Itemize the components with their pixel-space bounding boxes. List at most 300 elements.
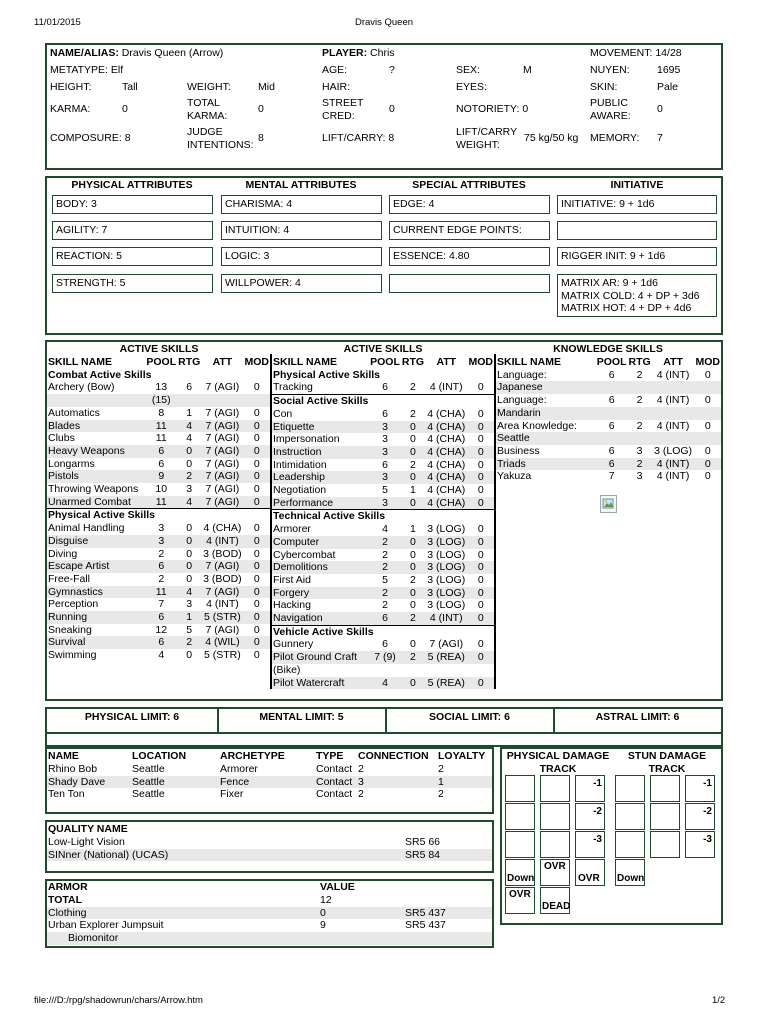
skill-name: Language: [497, 394, 547, 407]
column-header: SKILL NAME [48, 356, 112, 368]
skill-rating: 2 [410, 381, 416, 394]
skill-row [272, 677, 494, 690]
skill-attribute: 4 (INT) [656, 394, 690, 407]
physical-box[interactable] [540, 831, 570, 858]
skill-modifier: 0 [467, 497, 494, 510]
stun-damage-track-title: STUN DAMAGE TRACK [627, 750, 707, 775]
skill-pool: 6 [145, 445, 177, 458]
contact-cell: Ten Ton [48, 788, 85, 801]
skill-row [47, 586, 270, 599]
skill-attribute: 7 (AGI) [429, 638, 464, 651]
skill-rating: 2 [401, 651, 425, 664]
weight-value: Mid [258, 81, 275, 93]
print-title: Dravis Queen [354, 17, 414, 28]
notoriety-field: NOTORIETY: 0 [456, 103, 529, 115]
skill-attribute: 4 (CHA) [425, 497, 467, 510]
column-header: TYPE [316, 750, 344, 762]
matrix-hot: MATRIX HOT: 4 + DP + 4d6 [561, 302, 692, 314]
lift-carry-weight-value: 75 kg/50 kg [524, 132, 579, 144]
skill-modifier: 0 [477, 407, 484, 420]
skill-row [272, 484, 494, 497]
skill-pool [596, 432, 628, 445]
skill-modifier [243, 394, 270, 407]
skill-pool: 6 [608, 368, 615, 381]
matrix-initiative-box [557, 274, 717, 317]
skill-modifier: 0 [253, 432, 260, 445]
skill-category: Combat Active Skills [47, 369, 270, 382]
essence-attribute: ESSENCE: 4.80 [389, 247, 550, 266]
skill-name: Armorer [273, 523, 311, 536]
skill-attribute: 7 (AGI) [205, 457, 240, 470]
skill-pool: 6 [382, 638, 388, 651]
armor-row [47, 907, 492, 920]
skill-rating: 6 [186, 381, 193, 394]
skill-modifier: 0 [467, 471, 494, 484]
skill-modifier: 0 [253, 406, 260, 419]
skill-rating [628, 381, 652, 394]
skill-name: Unarmed Combat [47, 496, 145, 509]
skill-row [272, 408, 494, 421]
armor-cell: TOTAL [48, 893, 83, 906]
armor-header-row [47, 881, 492, 894]
skill-attribute: 5 (REA) [425, 677, 467, 690]
skill-modifier: 0 [243, 560, 270, 573]
column-header: LOCATION [132, 750, 187, 762]
column-header: ARMOR [48, 881, 88, 893]
memory-label: MEMORY: [590, 132, 640, 144]
skill-rating: 0 [186, 572, 193, 585]
skill-attribute: 7 (AGI) [205, 406, 240, 419]
skill-row [496, 381, 721, 394]
skill-attribute: 3 (LOG) [427, 573, 466, 586]
skill-attribute: 7 (AGI) [201, 420, 243, 433]
skill-pool: 11 [145, 420, 177, 433]
skill-pool: 3 [369, 497, 401, 510]
skill-pool: 6 [382, 407, 388, 420]
contact-row [47, 788, 492, 801]
skill-pool: 6 [145, 611, 177, 624]
skill-pool: 3 [145, 535, 177, 548]
skill-pool: 6 [608, 394, 615, 407]
social-limit: SOCIAL LIMIT: 6 [429, 711, 510, 723]
skill-name: Forgery [272, 587, 369, 600]
skill-table [47, 356, 270, 662]
skill-row [496, 394, 721, 407]
height-value: Tall [122, 81, 138, 93]
skill-pool: 11 [145, 586, 177, 599]
skill-name: Negotiation [273, 484, 327, 497]
skill-row [272, 651, 494, 664]
contact-cell: Rhino Bob [48, 762, 98, 775]
skill-modifier: 0 [467, 561, 494, 574]
total-karma-value: 0 [258, 103, 264, 115]
column-header: LOYALTY [438, 750, 486, 762]
contact-cell: Shady Dave [47, 776, 131, 789]
skill-modifier: 0 [253, 649, 260, 662]
skill-name: Yakuza [497, 470, 532, 483]
skill-pool: 6 [596, 458, 628, 471]
skill-rating: 2 [177, 470, 201, 483]
skill-rating: 0 [410, 548, 416, 561]
skill-rating [177, 394, 201, 407]
skill-rating: 2 [410, 458, 416, 471]
skill-modifier: 0 [704, 419, 711, 432]
armor-cell: Biomonitor [47, 932, 319, 945]
armor-cell: 9 [320, 919, 326, 932]
armor-cell: SR5 437 [405, 919, 446, 932]
skill-name: Intimidation [273, 458, 327, 471]
skill-pool [596, 407, 628, 420]
skill-pool: 6 [382, 381, 388, 394]
skill-attribute: 4 (INT) [425, 612, 467, 625]
skill-attribute: 7 (AGI) [205, 381, 240, 394]
skill-rating: 2 [401, 612, 425, 625]
stun-box[interactable] [615, 803, 645, 830]
column-header: ATT [663, 356, 683, 368]
skill-attribute [425, 664, 467, 677]
armor-cell [404, 932, 492, 945]
skill-modifier: 0 [253, 483, 260, 496]
physical-box-overflow[interactable]: OVR [540, 859, 570, 886]
skill-name: Diving [48, 547, 78, 560]
armor-cell [319, 932, 404, 945]
quality-cell: Low-Light Vision [48, 835, 125, 848]
skill-attribute: 7 (AGI) [201, 445, 243, 458]
body-attribute: BODY: 3 [52, 195, 213, 214]
skill-row [47, 535, 270, 548]
skill-pool: 7 [158, 598, 165, 611]
armor-row [47, 919, 492, 932]
skill-rating: 0 [401, 536, 425, 549]
movement-field: MOVEMENT: 14/28 [590, 47, 682, 59]
skill-modifier [467, 664, 494, 677]
skill-attribute: 4 (CHA) [203, 522, 242, 535]
skill-name: Running [47, 611, 145, 624]
skill-name: Gymnastics [47, 586, 145, 599]
column-header: POOL [370, 356, 400, 368]
skill-table [496, 356, 721, 483]
skill-modifier: 0 [694, 458, 721, 471]
skill-row [47, 548, 270, 561]
skill-row [47, 624, 270, 637]
skill-modifier: 0 [253, 572, 260, 585]
skill-rating: 0 [401, 587, 425, 600]
skill-row [47, 598, 270, 611]
karma-value: 0 [122, 103, 128, 115]
skill-modifier: 0 [243, 586, 270, 599]
skill-name: Automatics [48, 406, 100, 419]
skill-name: Tracking [273, 381, 313, 394]
skill-name: Pilot Watercraft [272, 677, 369, 690]
skill-row [272, 574, 494, 587]
skill-name: Animal Handling [48, 522, 125, 535]
skill-name: Free-Fall [48, 572, 91, 585]
skill-modifier: 0 [253, 381, 260, 394]
skill-attribute [201, 394, 243, 407]
lift-carry-field: LIFT/CARRY: 8 [322, 132, 395, 144]
column-header: POOL [596, 356, 627, 368]
skill-modifier: 0 [477, 484, 484, 497]
skill-modifier: 0 [243, 445, 270, 458]
skill-pool: 3 [369, 421, 401, 434]
skill-category: Physical Active Skills [272, 369, 494, 382]
skill-pool: 5 [382, 484, 388, 497]
skill-row [272, 381, 494, 394]
skill-name: Triads [496, 458, 596, 471]
skill-attribute: 4 (INT) [656, 368, 690, 381]
skill-name: Language: [497, 368, 547, 381]
skill-row [272, 497, 494, 510]
skill-row [47, 649, 270, 662]
column-header: MOD [244, 356, 269, 368]
stun-box[interactable]: -3 [685, 831, 715, 858]
column-header: RTG [178, 356, 201, 368]
column-header: SKILL NAME [497, 356, 561, 368]
armor-row [47, 894, 492, 907]
skill-modifier [694, 407, 721, 420]
contact-cell: Fence [219, 776, 315, 789]
logic-attribute: LOGIC: 3 [221, 247, 382, 266]
armor-table [47, 881, 492, 945]
contact-row [47, 763, 492, 776]
skill-attribute: 3 (BOD) [203, 547, 242, 560]
contact-cell: 1 [437, 776, 492, 789]
skill-attribute: 7 (AGI) [205, 623, 240, 636]
skill-row [47, 458, 270, 471]
composure-field: COMPOSURE: 8 [50, 132, 131, 144]
skill-name: Cybercombat [273, 548, 336, 561]
skill-pool: 7 [608, 470, 615, 483]
skill-row [47, 560, 270, 573]
skill-modifier: 0 [243, 535, 270, 548]
edge-points-attribute: CURRENT EDGE POINTS: [389, 221, 550, 240]
stun-box[interactable] [615, 775, 645, 802]
skill-row [47, 522, 270, 535]
skill-attribute [652, 432, 695, 445]
active-skills-col-2 [272, 356, 494, 689]
contact-cell: Seattle [132, 788, 165, 801]
skill-row [47, 483, 270, 496]
physical-box-dead[interactable]: DEAD [540, 887, 570, 914]
skill-rating: 2 [636, 419, 643, 432]
column-header: NAME [48, 750, 79, 762]
skill-rating: 2 [410, 573, 416, 586]
skill-attribute: 4 (CHA) [427, 407, 466, 420]
knowledge-skills-title: KNOWLEDGE SKILLS [553, 343, 663, 355]
skill-attribute: 4 (CHA) [425, 471, 467, 484]
column-header: MOD [695, 356, 720, 368]
physical-box[interactable] [505, 803, 535, 830]
skill-rating: 0 [177, 535, 201, 548]
special-empty-box [389, 274, 550, 293]
skill-rating: 2 [410, 407, 416, 420]
skill-rating: 3 [636, 444, 643, 457]
skill-row [496, 369, 721, 382]
skill-name: Navigation [272, 612, 369, 625]
skill-modifier: 0 [704, 444, 711, 457]
initiative-value: INITIATIVE: 9 + 1d6 [557, 195, 717, 214]
contact-cell: 3 [357, 776, 437, 789]
skill-row [496, 470, 721, 483]
skill-modifier: 0 [253, 547, 260, 560]
skill-rating: 1 [186, 406, 193, 419]
rigger-init-value: RIGGER INIT: 9 + 1d6 [557, 247, 717, 266]
skill-attribute: 4 (INT) [652, 458, 695, 471]
skill-pool: 9 [145, 470, 177, 483]
skill-modifier [694, 432, 721, 445]
armor-row [47, 932, 492, 945]
skill-pool: 2 [369, 536, 401, 549]
skill-name: Heavy Weapons [47, 445, 145, 458]
physical-box[interactable] [540, 775, 570, 802]
skill-rating: 1 [410, 484, 416, 497]
skill-attribute: 7 (AGI) [201, 496, 243, 509]
skill-modifier: 0 [477, 381, 484, 394]
skill-category-row [47, 369, 270, 382]
skill-name: Hacking [273, 599, 311, 612]
physical-box-overflow[interactable]: OVR [505, 887, 535, 914]
skill-row [272, 421, 494, 434]
physical-box-overflow[interactable]: OVR [575, 859, 605, 886]
agility-attribute: AGILITY: 7 [52, 221, 213, 240]
skill-modifier: 0 [704, 470, 711, 483]
skin-label: SKIN: [590, 81, 618, 93]
skill-attribute: 4 (CHA) [425, 421, 467, 434]
skill-rating: 0 [401, 561, 425, 574]
skill-rating: 0 [186, 547, 193, 560]
matrix-ar: MATRIX AR: 9 + 1d6 [561, 277, 658, 289]
skill-attribute [652, 381, 695, 394]
physical-box[interactable] [505, 775, 535, 802]
skill-pool: 11 [145, 496, 177, 509]
column-header: ATT [212, 356, 233, 368]
skill-pool: 3 [369, 446, 401, 459]
skill-name: Mandarin [496, 407, 596, 420]
skill-row [272, 536, 494, 549]
physical-box[interactable] [505, 831, 535, 858]
skill-modifier: 0 [467, 446, 494, 459]
column-header: MOD [468, 356, 493, 368]
contact-cell: Contact [316, 762, 353, 775]
skill-modifier: 0 [477, 599, 484, 612]
skill-rating: 4 [177, 586, 201, 599]
skill-row [47, 445, 270, 458]
age-value: ? [389, 64, 395, 76]
skill-attribute: 3 (BOD) [203, 572, 242, 585]
armor-table-wrap [47, 881, 492, 945]
matrix-cold: MATRIX COLD: 4 + DP + 3d6 [561, 289, 700, 302]
skill-rating: 3 [186, 483, 193, 496]
skill-pool: 7 (9) [369, 651, 401, 664]
skill-attribute: 7 (AGI) [201, 560, 243, 573]
hair-label: HAIR: [322, 81, 351, 93]
skill-name: Longarms [48, 457, 95, 470]
physical-box[interactable]: -3 [575, 831, 605, 858]
skill-pool: 12 [155, 623, 168, 636]
stun-box[interactable]: -2 [685, 803, 715, 830]
skill-pool: 2 [158, 572, 165, 585]
skill-modifier: 0 [253, 623, 260, 636]
skill-name: Area Knowledge: [497, 419, 577, 432]
skill-rating: 2 [177, 636, 201, 649]
public-aware-value: 0 [657, 103, 663, 115]
contacts-header-row [47, 750, 492, 763]
column-header [404, 881, 492, 894]
contacts-table [47, 750, 492, 801]
street-cred-value: 0 [389, 103, 395, 115]
nuyen-label: NUYEN: [590, 64, 630, 76]
skill-name: Archery (Bow) [48, 381, 115, 394]
contact-cell: Fixer [220, 788, 244, 801]
skill-pool: 3 [369, 471, 401, 484]
skill-pool: 13 [155, 381, 168, 394]
skill-category: Physical Active Skills [47, 509, 270, 522]
skill-rating: 2 [628, 458, 652, 471]
column-header: POOL [146, 356, 177, 368]
skill-name: Pistols [47, 470, 145, 483]
skill-category-row [47, 509, 270, 522]
skill-row [496, 407, 721, 420]
skill-pool: 4 [158, 649, 165, 662]
skill-name: Survival [47, 636, 145, 649]
skill-attribute: 3 (LOG) [425, 587, 467, 600]
skill-pool [369, 664, 401, 677]
skill-rating: 0 [401, 677, 425, 690]
physical-box[interactable]: -2 [575, 803, 605, 830]
stun-box[interactable] [650, 803, 680, 830]
skill-header-row [272, 356, 494, 369]
contact-cell: 2 [438, 762, 444, 775]
stun-box[interactable]: -1 [685, 775, 715, 802]
stun-box[interactable] [650, 775, 680, 802]
skill-name: (Bike) [273, 663, 301, 676]
skill-pool: 6 [369, 612, 401, 625]
skill-attribute: 7 (AGI) [205, 432, 240, 445]
skill-pool: 6 [608, 419, 615, 432]
column-header: SKILL NAME [273, 356, 337, 368]
skill-name: Sneaking [48, 623, 92, 636]
mental-attributes-title: MENTAL ATTRIBUTES [245, 179, 357, 191]
column-header: ATT [436, 356, 457, 368]
skill-modifier: 0 [467, 677, 494, 690]
armor-cell: Clothing [47, 907, 319, 920]
physical-box[interactable]: -1 [575, 775, 605, 802]
skill-modifier: 0 [477, 638, 484, 651]
physical-box-down[interactable]: Down [505, 859, 535, 886]
skill-modifier: 0 [467, 587, 494, 600]
broken-image-icon [600, 495, 617, 513]
stun-box[interactable] [615, 831, 645, 858]
skill-rating: 0 [177, 560, 201, 573]
skill-rating [628, 407, 652, 420]
stun-box-down[interactable]: Down [615, 859, 645, 886]
skill-header-row [496, 356, 721, 369]
skill-modifier: 0 [243, 420, 270, 433]
judge-intentions-label: JUDGE INTENTIONS: [187, 126, 254, 151]
physical-box[interactable] [540, 803, 570, 830]
skill-row [272, 599, 494, 612]
skill-attribute [652, 407, 695, 420]
skill-row [47, 611, 270, 624]
skill-row [272, 638, 494, 651]
skill-rating: 4 [177, 420, 201, 433]
stun-box[interactable] [650, 831, 680, 858]
column-header: RTG [628, 356, 651, 368]
skill-row [496, 445, 721, 458]
contact-cell: Contact [316, 788, 353, 801]
skill-name: Leadership [272, 471, 369, 484]
skill-row [47, 420, 270, 433]
